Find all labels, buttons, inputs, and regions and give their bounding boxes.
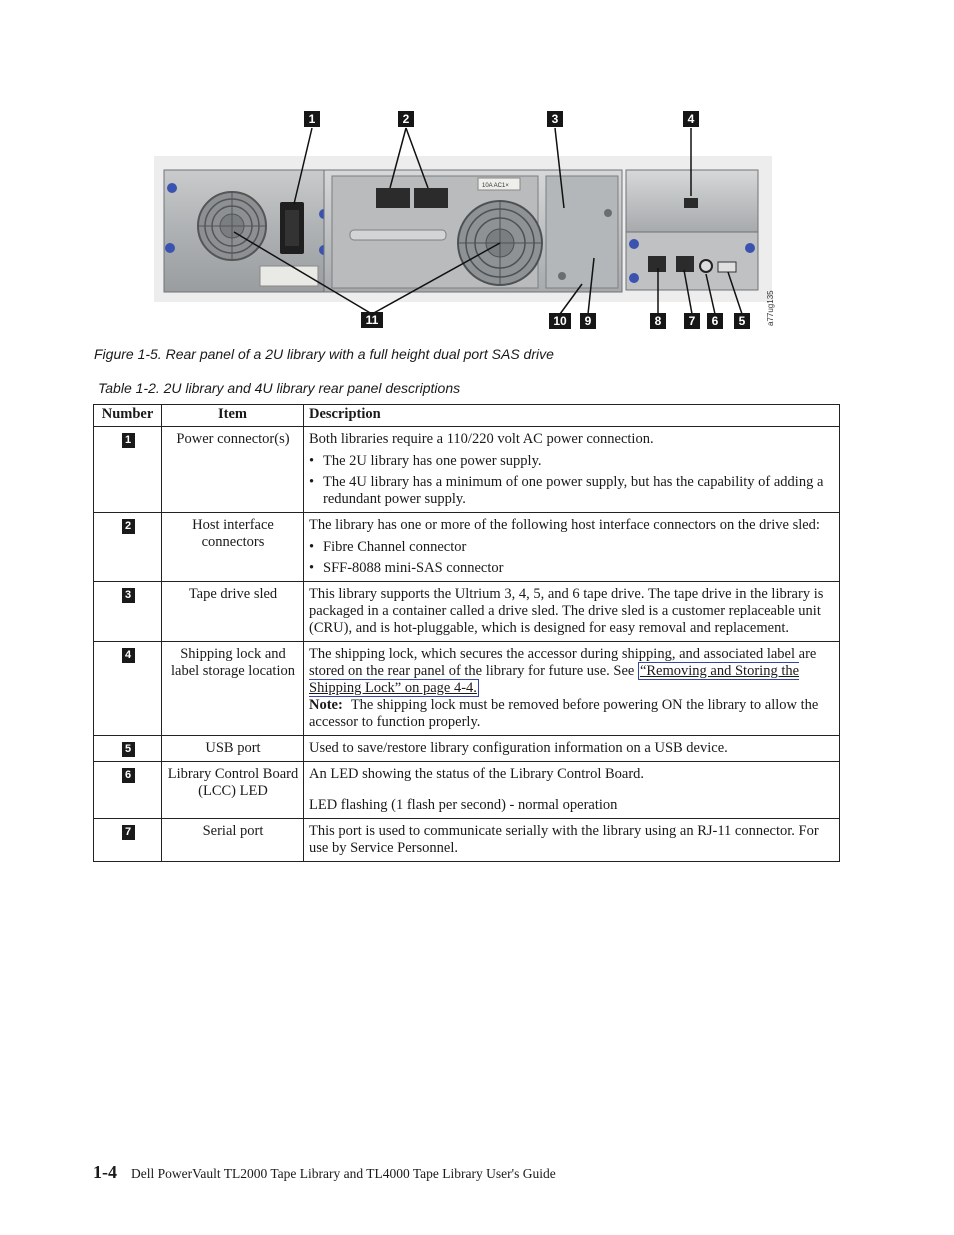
row-description: Used to save/restore library configuration information on a USB device. bbox=[304, 736, 840, 762]
table-caption: Table 1-2. 2U library and 4U library rear panel descriptions bbox=[98, 380, 461, 396]
description-text: An LED showing the status of the Library Control Board. bbox=[309, 766, 645, 782]
note-label: Note: bbox=[309, 697, 343, 713]
bullet-item: • Fibre Channel connector bbox=[309, 539, 835, 556]
row-number-badge: 6 bbox=[122, 768, 135, 783]
table-row bbox=[94, 736, 840, 762]
table-row bbox=[94, 762, 840, 819]
bullet-item: • The 2U library has one power supply. bbox=[309, 453, 835, 470]
row-number-badge: 5 bbox=[122, 742, 135, 757]
row-item: Serial port bbox=[162, 819, 304, 862]
table-row bbox=[94, 582, 840, 642]
bullet-item: • The 4U library has a minimum of one power supply, but has the capability of adding a redundant power supply. bbox=[309, 474, 835, 508]
callout-8: 8 bbox=[650, 313, 666, 329]
row-description bbox=[304, 513, 840, 582]
row-item: Shipping lock and label storage location bbox=[162, 642, 304, 736]
description-text: Both libraries require a 110/220 volt AC power connection. bbox=[309, 431, 654, 447]
row-number-badge: 3 bbox=[122, 588, 135, 603]
description-text-secondary: LED flashing (1 flash per second) - normal operation bbox=[309, 797, 618, 813]
callout-7: 7 bbox=[684, 313, 700, 329]
row-item: USB port bbox=[162, 736, 304, 762]
row-description: This library supports the Ultrium 3, 4, 5, and 6 tape drive. The tape drive in the library is packaged in a container called a drive sled. The drive sled is a customer replaceable unit (CRU), and is hot-pluggable, which is designed for easy removal and replacement. bbox=[304, 582, 840, 642]
panel-label: 10A AC1× bbox=[482, 183, 509, 189]
note-text bbox=[309, 697, 835, 731]
row-number-badge: 1 bbox=[122, 433, 135, 448]
row-item: Library Control Board (LCC) LED bbox=[162, 762, 304, 819]
callout-9: 9 bbox=[580, 313, 596, 329]
bullet-list bbox=[309, 453, 835, 508]
row-item: Host interface connectors bbox=[162, 513, 304, 582]
rear-panel-table bbox=[93, 404, 840, 862]
rear-panel-photo bbox=[150, 108, 790, 340]
bullet-item: • SFF-8088 mini-SAS connector bbox=[309, 560, 835, 577]
callout-6: 6 bbox=[707, 313, 723, 329]
callout-1: 1 bbox=[304, 111, 320, 127]
row-item: Tape drive sled bbox=[162, 582, 304, 642]
note-body: The shipping lock must be removed before powering ON the library to allow the accessor to function properly. bbox=[309, 697, 819, 730]
figure-caption: Figure 1-5. Rear panel of a 2U library with a full height dual port SAS drive bbox=[94, 346, 554, 362]
callout-10: 10 bbox=[549, 313, 571, 329]
bullet-list bbox=[309, 539, 835, 577]
header-number: Number bbox=[94, 405, 162, 427]
description-text bbox=[309, 646, 835, 697]
table-row bbox=[94, 513, 840, 582]
rear-panel-figure bbox=[150, 108, 790, 340]
table-row bbox=[94, 427, 840, 513]
row-number-badge: 7 bbox=[122, 825, 135, 840]
row-item: Power connector(s) bbox=[162, 427, 304, 513]
table-header-row bbox=[94, 405, 840, 427]
row-description bbox=[304, 427, 840, 513]
header-description: Description bbox=[304, 405, 840, 427]
page-footer bbox=[93, 1162, 556, 1183]
row-number-badge: 2 bbox=[122, 519, 135, 534]
callout-4: 4 bbox=[683, 111, 699, 127]
callout-11: 11 bbox=[361, 312, 383, 328]
callout-5: 5 bbox=[734, 313, 750, 329]
table-row bbox=[94, 642, 840, 736]
row-description bbox=[304, 762, 840, 819]
description-lead: The shipping lock, which secures the accessor during shipping, and associated label are stored on the rear panel of the library for future use. See bbox=[309, 646, 817, 679]
shipping-lock-link[interactable]: “Removing and Storing the Shipping Lock” on page 4-4. bbox=[309, 663, 800, 696]
header-item: Item bbox=[162, 405, 304, 427]
guide-title: Dell PowerVault TL2000 Tape Library and TL4000 Tape Library User's Guide bbox=[131, 1166, 556, 1181]
table-row bbox=[94, 819, 840, 862]
row-description bbox=[304, 642, 840, 736]
figure-code: a77ug135 bbox=[766, 290, 775, 326]
callout-2: 2 bbox=[398, 111, 414, 127]
page-number: 1-4 bbox=[93, 1162, 117, 1182]
callout-3: 3 bbox=[547, 111, 563, 127]
description-text: The library has one or more of the following host interface connectors on the drive sled: bbox=[309, 517, 820, 533]
row-description: This port is used to communicate serially with the library using an RJ-11 connector. For use by Service Personnel. bbox=[304, 819, 840, 862]
row-number-badge: 4 bbox=[122, 648, 135, 663]
